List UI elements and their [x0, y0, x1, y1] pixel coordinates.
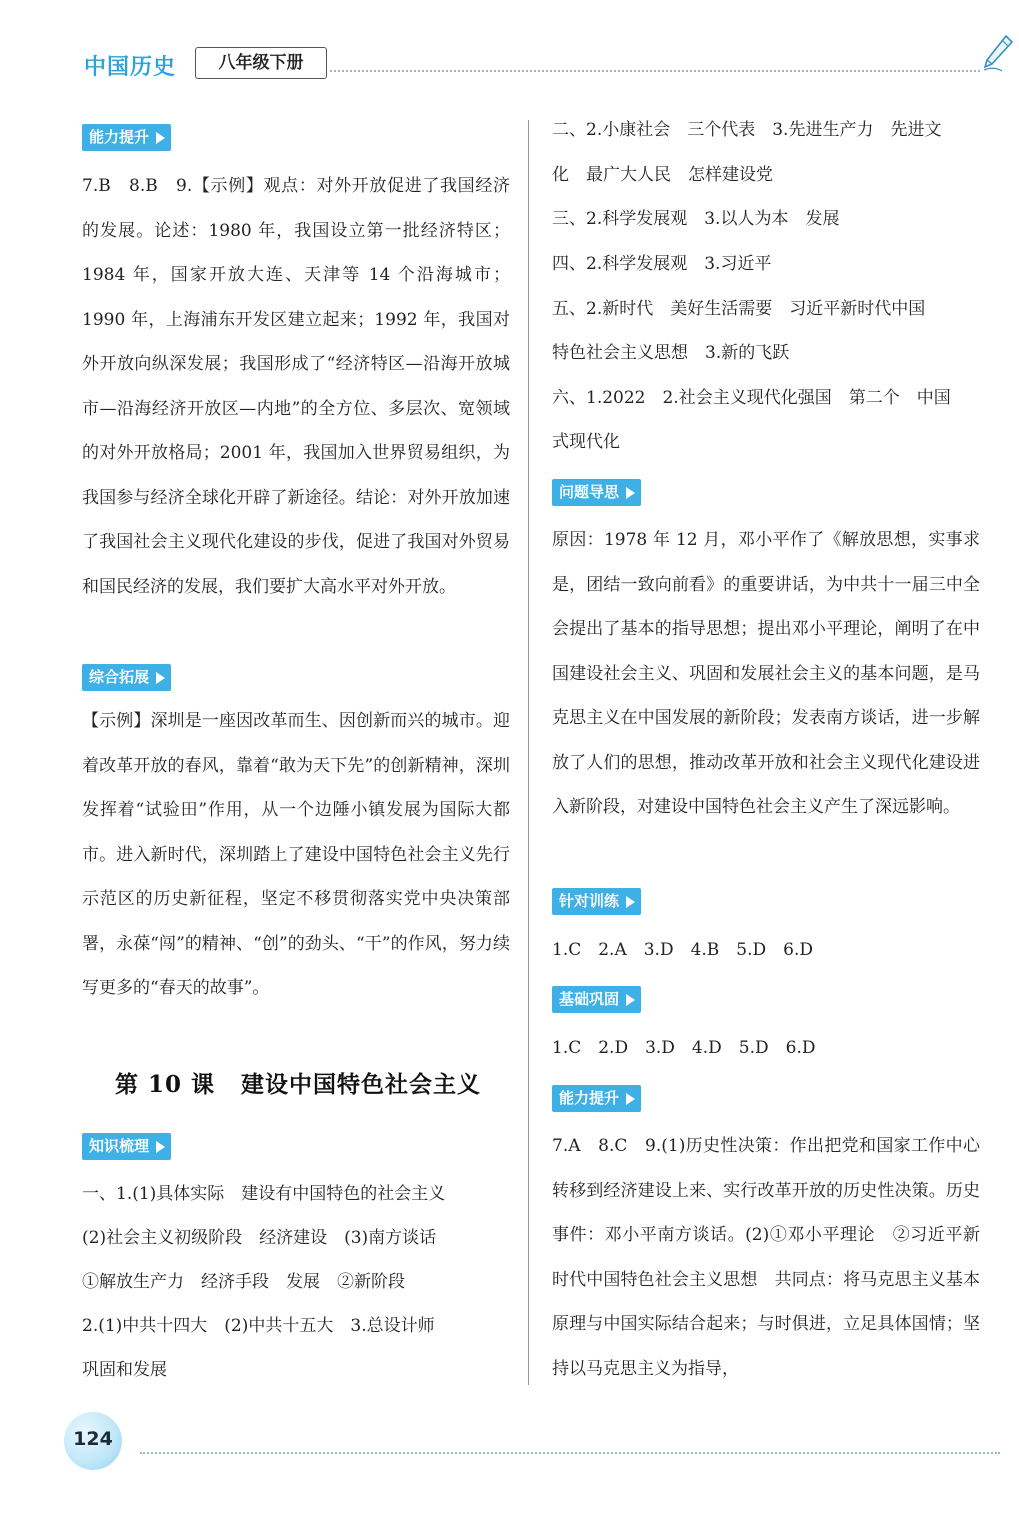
right-line-6: 特色社会主义思想 3.新的飞跃	[552, 343, 790, 363]
answers-targeted: 1.C 2.A 3.D 4.B 5.D 6.D	[552, 940, 813, 960]
tag-label: 知识梳理	[89, 1137, 150, 1155]
play-arrow-icon	[626, 487, 635, 499]
lesson-name: 建设中国特色社会主义	[241, 1071, 482, 1098]
answers-ability-right: 7.A 8.C 9.(1)历史性决策：作出把党和国家工作中心转移到经济建设上来、实行改革开放的历史性决策。历史事件：邓小平南方谈话。(2)①邓小平理论 ②习近平新时代中国特色社会主义思想 共同点：将马克思主义基本原理与中国实际结合起来；与时俱进，立足具体国情；坚持以马克思主义为指导，	[552, 1136, 980, 1379]
section-tag-ability-right	[552, 1085, 641, 1112]
play-arrow-icon	[156, 1141, 165, 1153]
footer-divider	[140, 1452, 1000, 1454]
page-number: 124	[73, 1428, 113, 1450]
pencil-icon	[980, 34, 1014, 74]
section-tag-basic	[552, 986, 641, 1013]
lesson-title	[115, 1066, 481, 1099]
right-line-5: 五、2.新时代 美好生活需要 习近平新时代中国	[552, 299, 926, 319]
tag-label: 针对训练	[559, 892, 620, 910]
section-tag-knowledge	[82, 1133, 171, 1160]
play-arrow-icon	[626, 994, 635, 1006]
header-divider	[330, 70, 980, 72]
section-tag-question	[552, 479, 641, 506]
tag-label: 问题导思	[559, 483, 620, 501]
section-tag-targeted	[552, 888, 641, 915]
knowledge-line-1: 一、1.(1)具体实际 建设有中国特色的社会主义	[82, 1184, 446, 1204]
lesson-number: 第 10 课	[115, 1071, 216, 1098]
right-line-4: 四、2.科学发展观 3.习近平	[552, 254, 772, 274]
right-line-3: 三、2.科学发展观 3.以人为本 发展	[552, 209, 840, 229]
play-arrow-icon	[626, 1093, 635, 1105]
tag-label: 能力提升	[559, 1089, 620, 1107]
right-line-1: 二、2.小康社会 三个代表 3.先进生产力 先进文	[552, 120, 942, 140]
play-arrow-icon	[626, 896, 635, 908]
column-divider	[528, 120, 529, 1385]
tag-label: 基础巩固	[559, 990, 620, 1008]
answer-question: 原因：1978 年 12 月，邓小平作了《解放思想，实事求是，团结一致向前看》的重要讲话，为中共十一届三中全会提出了基本的指导思想；提出邓小平理论，阐明了在中国建设社会主义、巩固和发展社会主义的基本问题，是马克思主义在中国发展的新阶段；发表南方谈话，进一步解放了人们的思想，推动改革开放和社会主义现代化建设进入新阶段，对建设中国特色社会主义产生了深远影响。	[552, 530, 980, 817]
subject-title: 中国历史	[84, 55, 177, 80]
play-arrow-icon	[156, 672, 165, 684]
grade-label: 八年级下册	[195, 47, 327, 79]
knowledge-line-2: (2)社会主义初级阶段 经济建设 (3)南方谈话	[82, 1228, 437, 1248]
right-line-2: 化 最广大人民 怎样建设党	[552, 165, 773, 185]
answers-basic: 1.C 2.D 3.D 4.D 5.D 6.D	[552, 1038, 816, 1058]
right-line-7: 六、1.2022 2.社会主义现代化强国 第二个 中国	[552, 388, 951, 408]
knowledge-line-3: ①解放生产力 经济手段 发展 ②新阶段	[82, 1272, 405, 1292]
section-tag-comprehensive	[82, 664, 171, 691]
play-arrow-icon	[156, 132, 165, 144]
answers-ability: 7.B 8.B 9.【示例】观点：对外开放促进了我国经济的发展。论述：1980 年，我国设立第一批经济特区；1984 年，国家开放大连、天津等 14 个沿海城市；1990 年，上海浦东开发区建立起来；1992 年，我国对外开放向纵深发展；我国形成了“经济特区—沿海开放城市—沿海经济开放区—内地”的全方位、多层次、宽领域的对外开放格局；2001 年，我国加入世界贸易组织，为我国参与经济全球化开辟了新途径。结论：对外开放加速了我国社会主义现代化建设的步伐，促进了我国对外贸易和国民经济的发展，我们要扩大高水平对外开放。	[82, 176, 510, 597]
tag-label: 综合拓展	[89, 668, 150, 686]
right-line-8: 式现代化	[552, 432, 620, 452]
tag-label: 能力提升	[89, 128, 150, 146]
page-number-badge	[56, 1408, 136, 1478]
section-tag-ability	[82, 124, 171, 151]
knowledge-line-5: 巩固和发展	[82, 1360, 167, 1380]
answers-comprehensive: 【示例】深圳是一座因改革而生、因创新而兴的城市。迎着改革开放的春风，靠着“敢为天下先”的创新精神，深圳发挥着“试验田”作用，从一个边陲小镇发展为国际大都市。进入新时代，深圳踏上了建设中国特色社会主义先行示范区的历史新征程，坚定不移贯彻落实党中央决策部署，永葆“闯”的精神、“创”的劲头、“干”的作风，努力续写更多的“春天的故事”。	[82, 711, 510, 998]
knowledge-line-4: 2.(1)中共十四大 (2)中共十五大 3.总设计师	[82, 1316, 435, 1336]
